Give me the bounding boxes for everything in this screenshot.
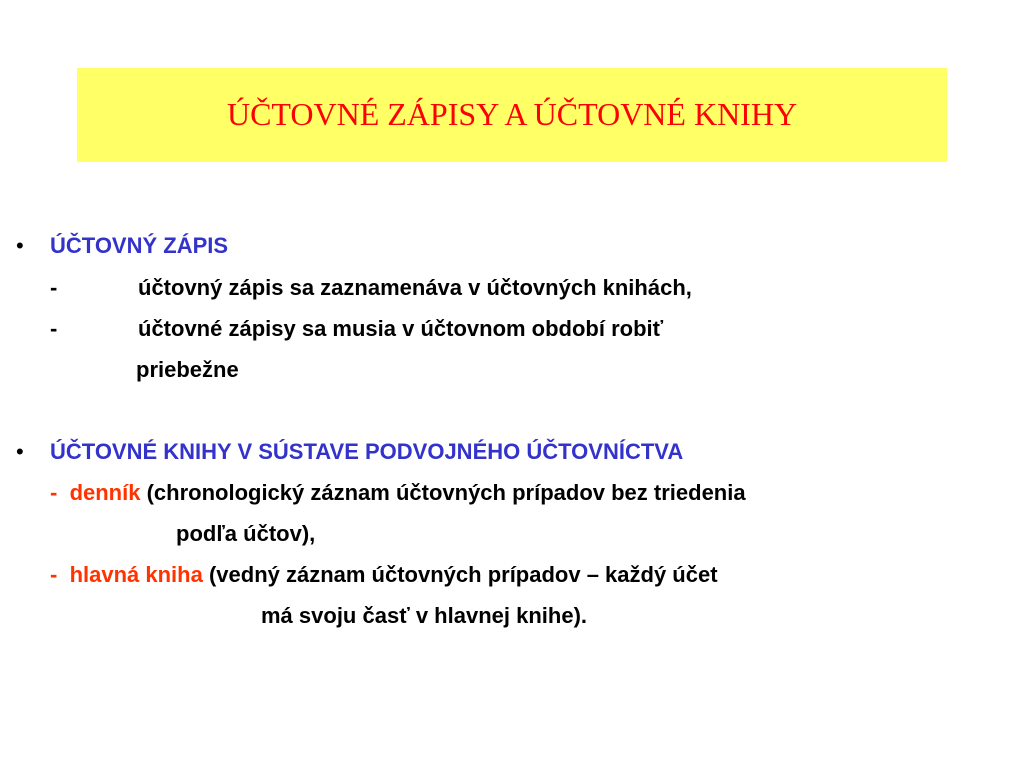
list-item bbox=[50, 480, 746, 506]
section-heading: ÚČTOVNÝ ZÁPIS bbox=[50, 233, 229, 258]
bullet-icon: • bbox=[16, 439, 24, 464]
list-item-text: (chronologický záznam účtovných prípadov bez triedenia bbox=[140, 480, 746, 505]
list-item-text: účtovný zápis sa zaznamenáva v účtovných knihách, bbox=[138, 275, 692, 300]
term-hlavna-kniha: hlavná kniha bbox=[69, 562, 203, 587]
section-heading: ÚČTOVNÉ KNIHY V SÚSTAVE PODVOJNÉHO ÚČTOVNÍCTVA bbox=[50, 439, 684, 464]
list-dash: - bbox=[50, 316, 58, 341]
list-item-text: účtovné zápisy sa musia v účtovnom období robiť bbox=[138, 316, 664, 341]
title-banner bbox=[77, 68, 947, 162]
list-dash: - bbox=[50, 480, 58, 505]
list-dash: - bbox=[50, 562, 58, 587]
term-dennik: denník bbox=[69, 480, 141, 505]
list-item-continuation: má svoju časť v hlavnej knihe). bbox=[261, 603, 588, 628]
list-item-text: (vedný záznam účtovných prípadov – každý účet bbox=[202, 562, 718, 587]
list-item bbox=[50, 562, 718, 588]
page-title: ÚČTOVNÉ ZÁPISY A ÚČTOVNÉ KNIHY bbox=[226, 96, 798, 132]
bullet-icon: • bbox=[16, 233, 24, 258]
list-item-continuation: podľa účtov), bbox=[176, 521, 316, 546]
list-dash: - bbox=[50, 275, 58, 300]
list-item-continuation: priebežne bbox=[136, 357, 239, 382]
